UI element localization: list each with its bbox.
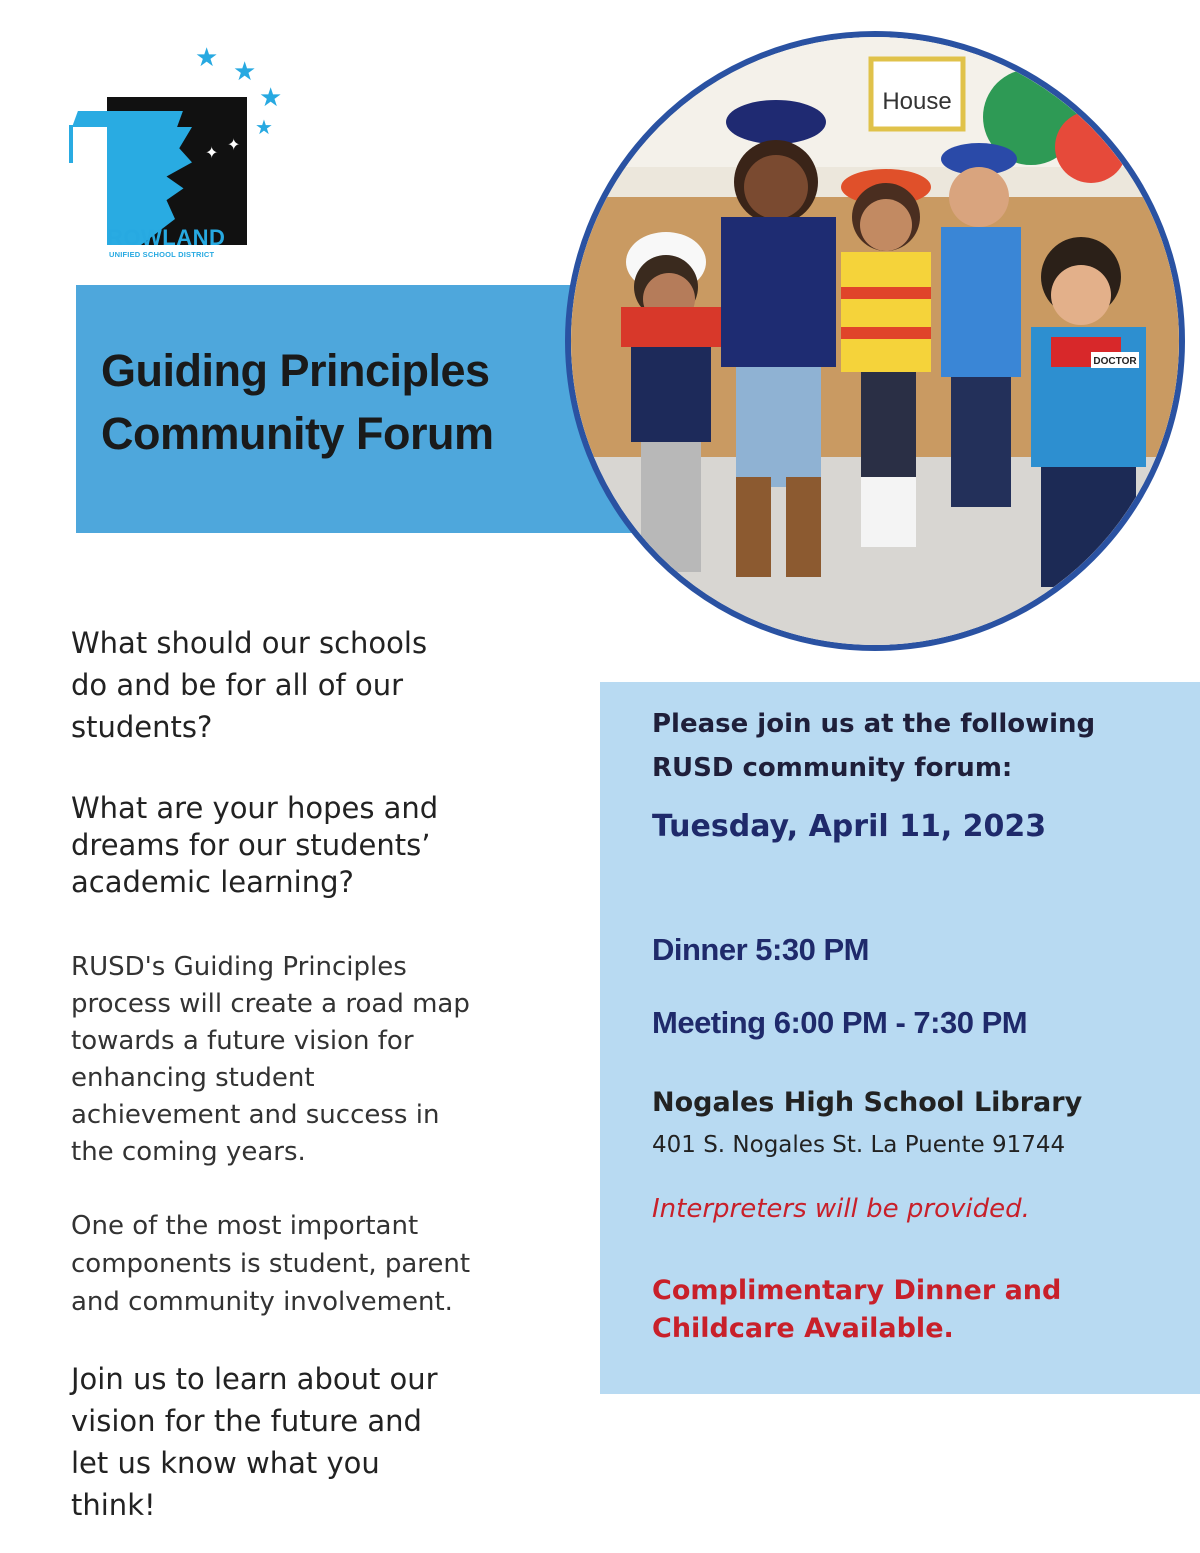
event-date: Tuesday, April 11, 2023: [652, 809, 1047, 844]
star-icon: ★: [195, 43, 219, 73]
graduate-cap-icon: [72, 111, 183, 127]
title-line-1: Guiding Principles: [101, 345, 490, 396]
dinner-time: Dinner 5:30 PM: [652, 932, 869, 967]
event-info-panel: [600, 682, 1200, 1394]
question-schools: What should our schools do and be for all of our students?: [71, 626, 428, 744]
star-icon: ★: [255, 115, 273, 139]
star-icon: ★: [233, 57, 257, 87]
white-star-icon: ✦: [205, 143, 219, 162]
district-logo: [65, 45, 295, 270]
logo-subtitle: UNIFIED SCHOOL DISTRICT: [109, 250, 215, 259]
paragraph-road-map: RUSD's Guiding Principles process will create a road map towards a future vision for enhancing student achievement and success in the coming years.: [71, 952, 470, 1167]
meeting-time: Meeting 6:00 PM - 7:30 PM: [652, 1005, 1028, 1040]
title-line-2: Community Forum: [101, 408, 494, 459]
complimentary-note: Complimentary Dinner and Childcare Available.: [652, 1275, 1062, 1344]
star-icon: ★: [259, 83, 283, 113]
question-hopes: What are your hopes and dreams for our students’ academic learning?: [71, 791, 439, 899]
paragraph-join-us: Join us to learn about our vision for the future and let us know what you think!: [71, 1362, 438, 1522]
interpreters-note: Interpreters will be provided.: [652, 1194, 1030, 1224]
photo-badge-text: DOCTOR: [1093, 356, 1137, 367]
photo-sign-text: House: [882, 88, 952, 115]
children-photo: [565, 31, 1185, 651]
invite-text: Please join us at the following RUSD community forum:: [652, 709, 1096, 783]
event-location: Nogales High School Library: [652, 1087, 1083, 1118]
cap-tassel: [69, 125, 73, 163]
paragraph-involvement: One of the most important components is student, parent and community involvement.: [71, 1211, 471, 1317]
logo-name: ROWLAND: [107, 225, 226, 250]
white-star-icon: ✦: [227, 135, 241, 154]
event-address: 401 S. Nogales St. La Puente 91744: [652, 1132, 1066, 1158]
